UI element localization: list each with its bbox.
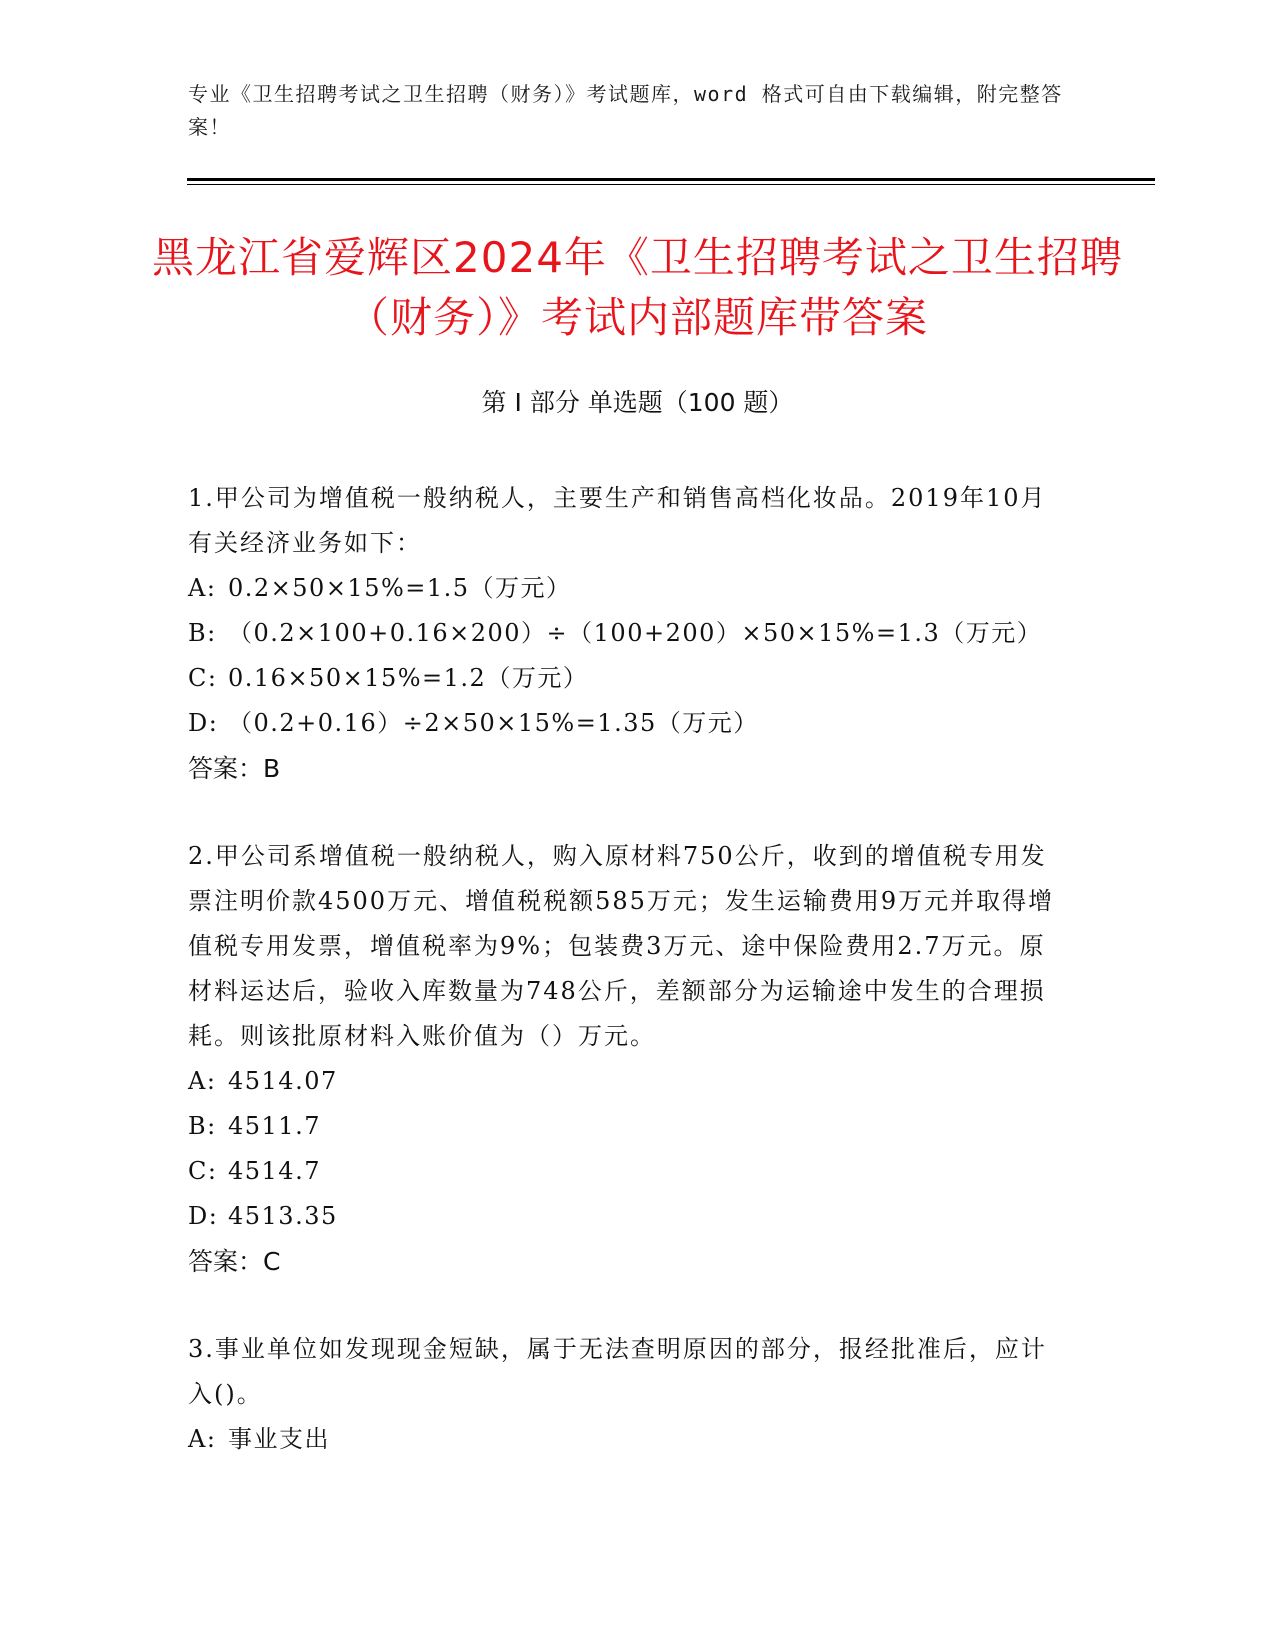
question-stem: 3.事业单位如发现现金短缺，属于无法查明原因的部分，报经批准后，应计入()。 (188, 1335, 1047, 1408)
option-letter: D: (188, 709, 219, 737)
header-note: 专业《卫生招聘考试之卫生招聘（财务）》考试题库，word 格式可自由下载编辑，附完整答案！ (188, 82, 1063, 139)
option-c (188, 656, 1068, 701)
question-stem: 1.甲公司为增值税一般纳税人，主要生产和销售高档化妆品。2019年10月有关经济业务如下： (188, 484, 1047, 557)
question-answer: 答案：B (188, 754, 281, 783)
option-text: （0.2×100+0.16×200）÷（100+200）×50×15%=1.3（万元） (228, 619, 1043, 647)
option-text: （0.2+0.16）÷2×50×15%=1.35（万元） (228, 709, 759, 737)
header-rule-thin (187, 184, 1155, 185)
option-text: 4514.7 (228, 1157, 321, 1185)
option-a (188, 1059, 1068, 1104)
option-b (188, 611, 1068, 656)
option-letter: A: (188, 1067, 217, 1095)
question-stem: 2.甲公司系增值税一般纳税人，购入原材料750公斤，收到的增值税专用发票注明价款4500万元、增值税税额585万元；发生运输费用9万元并取得增值税专用发票，增值税率为9%；包装费3万元、途中保险费用2.7万元。原材料运达后，验收入库数量为748公斤，差额部分为运输途中发生的合理损耗。则该批原材料入账价值为（）万元。 (188, 842, 1055, 1050)
question-answer: 答案：C (188, 1247, 281, 1276)
option-letter: C: (188, 664, 218, 692)
option-d (188, 1194, 1068, 1239)
option-letter: C: (188, 1157, 218, 1185)
option-letter: B: (188, 619, 217, 647)
option-c (188, 1149, 1068, 1194)
question-1 (188, 476, 1068, 791)
question-3 (188, 1327, 1068, 1462)
option-text: 0.2×50×15%=1.5（万元） (228, 574, 572, 602)
option-b (188, 1104, 1068, 1149)
option-a (188, 1417, 1068, 1462)
header-rule-thick (187, 178, 1155, 181)
option-text: 0.16×50×15%=1.2（万元） (228, 664, 589, 692)
option-letter: B: (188, 1112, 217, 1140)
question-list (188, 476, 1068, 1505)
option-letter: A: (188, 574, 217, 602)
question-2 (188, 834, 1068, 1284)
option-text: 4514.07 (228, 1067, 338, 1095)
option-text: 4513.35 (228, 1202, 338, 1230)
document-title: 黑龙江省爱辉区2024年《卫生招聘考试之卫生招聘（财务）》考试内部题库带答案 (152, 233, 1123, 342)
option-text: 4511.7 (228, 1112, 321, 1140)
option-letter: D: (188, 1202, 219, 1230)
option-text: 事业支出 (228, 1425, 330, 1453)
option-a (188, 566, 1068, 611)
option-letter: A: (188, 1425, 217, 1453)
option-d (188, 701, 1068, 746)
section-heading: 第 I 部分 单选题（100 题） (481, 388, 794, 417)
